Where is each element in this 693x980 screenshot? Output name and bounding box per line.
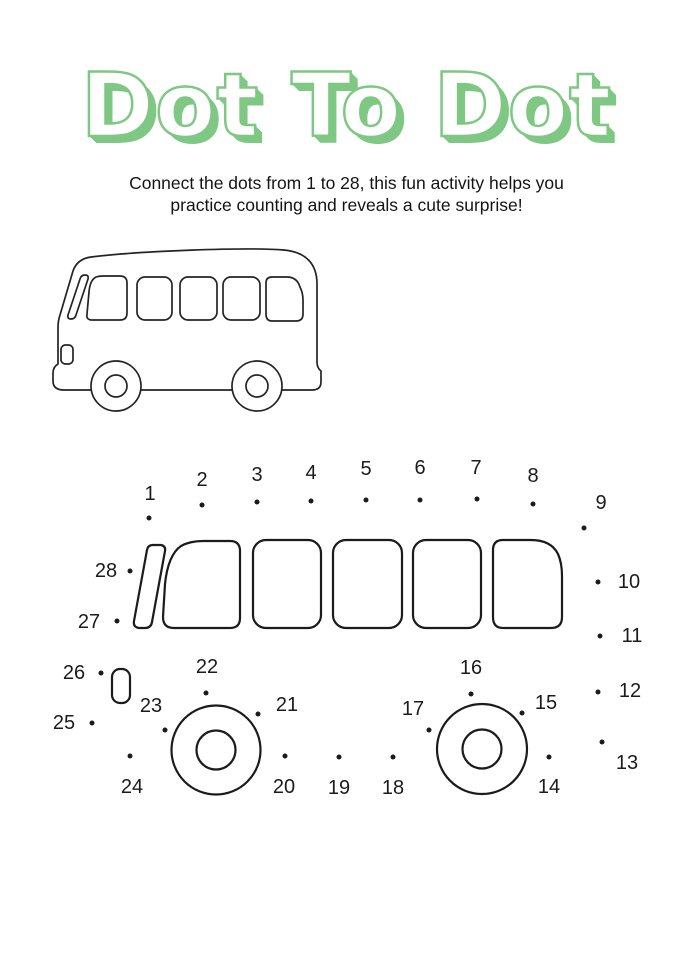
puzzle-dot-11[interactable] <box>598 634 603 639</box>
puzzle-dot-number-10: 10 <box>617 571 641 593</box>
puzzle-dot-number-24: 24 <box>120 776 144 798</box>
puzzle-dot-number-12: 12 <box>618 680 642 702</box>
puzzle-dot-number-3: 3 <box>251 464 263 486</box>
instructions-line-2: practice counting and reveals a cute surprise! <box>170 195 523 215</box>
puzzle-dot-6[interactable] <box>418 498 423 503</box>
puzzle-dot-16[interactable] <box>469 692 474 697</box>
puzzle-dot-25[interactable] <box>90 721 95 726</box>
puzzle-dot-number-19: 19 <box>327 777 351 799</box>
puzzle-dot-9[interactable] <box>582 526 587 531</box>
puzzle-dot-number-9: 9 <box>595 492 607 514</box>
puzzle-dot-3[interactable] <box>255 500 260 505</box>
puzzle-dot-number-13: 13 <box>615 752 639 774</box>
puzzle-dot-23[interactable] <box>163 728 168 733</box>
puzzle-dot-28[interactable] <box>128 569 133 574</box>
page-title: Dot To Dot <box>80 54 613 157</box>
puzzle-dot-number-21: 21 <box>275 694 299 716</box>
puzzle-dot-number-22: 22 <box>195 656 219 678</box>
puzzle-dot-8[interactable] <box>531 502 536 507</box>
puzzle-dot-number-6: 6 <box>414 457 426 479</box>
puzzle-dot-17[interactable] <box>427 728 432 733</box>
puzzle-dot-number-8: 8 <box>527 465 539 487</box>
puzzle-dot-24[interactable] <box>128 754 133 759</box>
puzzle-dot-number-7: 7 <box>470 457 482 479</box>
puzzle-dot-number-5: 5 <box>360 458 372 480</box>
puzzle-dot-22[interactable] <box>204 691 209 696</box>
puzzle-dot-number-4: 4 <box>305 462 317 484</box>
puzzle-dot-number-25: 25 <box>52 712 76 734</box>
puzzle-dot-27[interactable] <box>115 619 120 624</box>
puzzle-dot-number-16: 16 <box>459 657 483 679</box>
puzzle-dot-number-1: 1 <box>144 483 156 505</box>
puzzle-dot-14[interactable] <box>547 755 552 760</box>
puzzle-dot-20[interactable] <box>283 754 288 759</box>
puzzle-dot-13[interactable] <box>600 740 605 745</box>
puzzle-dot-5[interactable] <box>364 498 369 503</box>
puzzle-dot-26[interactable] <box>99 671 104 676</box>
puzzle-dot-4[interactable] <box>309 499 314 504</box>
puzzle-dot-number-23: 23 <box>139 695 163 717</box>
puzzle-dot-number-20: 20 <box>272 776 296 798</box>
puzzle-dot-number-27: 27 <box>77 611 101 633</box>
puzzle-dot-number-28: 28 <box>94 560 118 582</box>
puzzle-dot-number-26: 26 <box>62 662 86 684</box>
puzzle-dot-10[interactable] <box>596 580 601 585</box>
puzzle-dot-12[interactable] <box>596 690 601 695</box>
puzzle-dot-19[interactable] <box>337 755 342 760</box>
puzzle-dot-number-15: 15 <box>534 692 558 714</box>
puzzle-dot-7[interactable] <box>475 497 480 502</box>
puzzle-dot-number-11: 11 <box>621 625 643 647</box>
puzzle-dot-1[interactable] <box>147 516 152 521</box>
puzzle-dot-number-17: 17 <box>401 698 425 720</box>
puzzle-dot-21[interactable] <box>256 712 261 717</box>
puzzle-dot-number-18: 18 <box>381 777 405 799</box>
puzzle-dot-number-2: 2 <box>196 469 208 491</box>
puzzle-dot-number-14: 14 <box>537 776 561 798</box>
puzzle-dot-2[interactable] <box>200 503 205 508</box>
puzzle-dot-15[interactable] <box>520 711 525 716</box>
puzzle-dot-18[interactable] <box>391 755 396 760</box>
instructions-line-1: Connect the dots from 1 to 28, this fun activity helps you <box>129 173 564 193</box>
